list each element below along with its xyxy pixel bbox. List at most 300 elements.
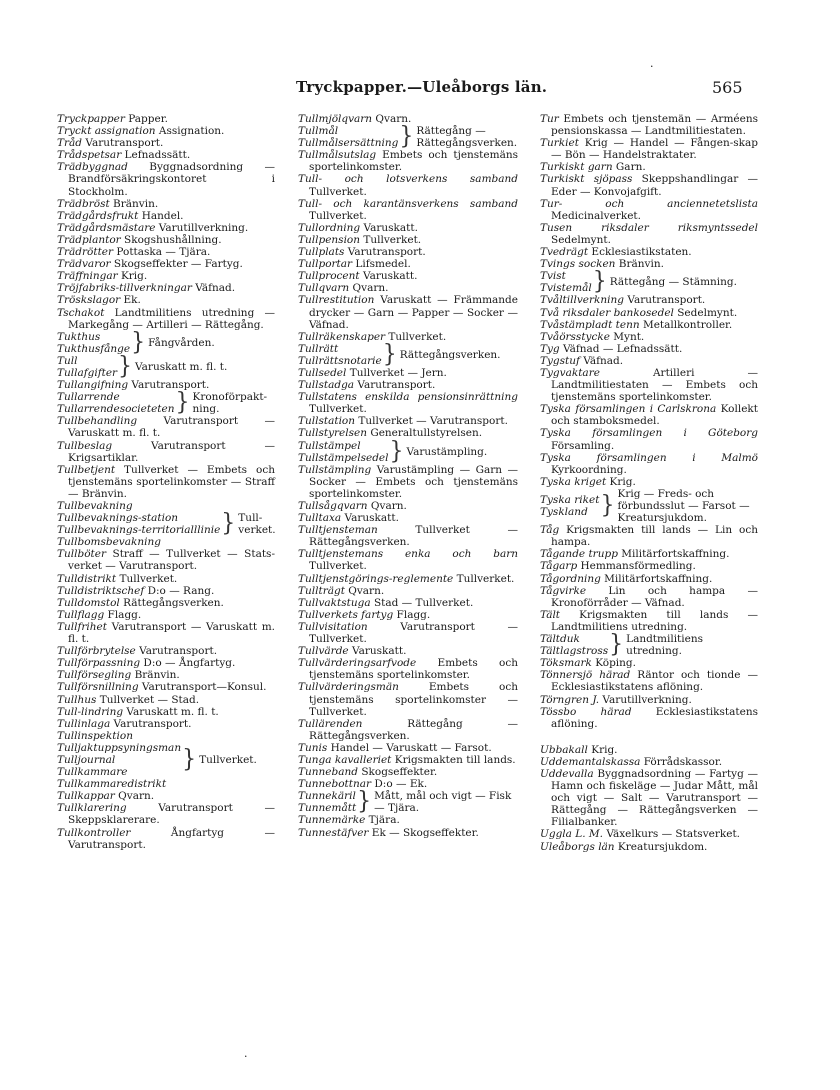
index-entry: [540, 294, 758, 306]
index-entry: [298, 573, 518, 585]
index-entry: [298, 766, 518, 778]
index-reference: Flagg.: [393, 608, 431, 621]
index-term: Tågvirke: [540, 584, 587, 597]
index-term: Tullklarering: [57, 802, 127, 815]
index-reference: Bränvin.: [615, 258, 664, 271]
index-term: Tunnebottnar: [298, 778, 372, 791]
index-term: Tullvisitation: [298, 620, 368, 633]
index-term: Tull: [57, 354, 78, 367]
index-entry: [540, 113, 758, 137]
index-entry: [298, 222, 518, 234]
index-entry: [298, 198, 518, 222]
index-entry: [540, 841, 758, 853]
index-entry: [298, 270, 518, 282]
brace-mark: }: [357, 788, 372, 816]
index-reference: Varutransport.: [623, 294, 706, 307]
index-term: Tukthus: [57, 330, 101, 343]
index-term: Tullrestitution: [298, 294, 375, 307]
index-entry: [298, 814, 518, 826]
index-term: Tulljournal: [57, 753, 116, 766]
index-term: Tullbevaknings-territorialllinie: [57, 524, 221, 537]
index-term: Tullräkenskaper: [298, 330, 386, 343]
grouped-terms: [57, 730, 181, 790]
index-reference: Varutransport.: [354, 379, 436, 392]
index-reference: Kollekt och stamboksmedel.: [551, 403, 758, 428]
index-term: Tullqvarn: [298, 282, 350, 295]
index-reference: Ecklesiastikstaten.: [588, 246, 692, 259]
index-reference: Handel — Varuskatt — Farsot.: [327, 741, 492, 754]
index-term: Tunnemått: [298, 802, 357, 815]
index-term: Trädgårdsmästare: [57, 221, 156, 234]
index-reference: D:o — Ångfartyg.: [140, 657, 236, 670]
index-entry: [298, 427, 518, 439]
index-entry: [298, 681, 518, 717]
index-term: Tryckpapper: [57, 113, 125, 125]
index-term: Tschakot: [57, 306, 105, 319]
index-entry: [540, 427, 758, 451]
index-reference: Assignation.: [155, 125, 225, 138]
index-reference: Kreatursjukdom.: [614, 840, 708, 853]
index-term: Tulltaxa: [298, 512, 342, 525]
index-entry: [540, 768, 758, 828]
group-reference: Fångvården.: [148, 336, 215, 349]
index-entry: [298, 645, 518, 657]
index-reference: Tullverket — Stad.: [96, 693, 200, 706]
index-entry: [540, 476, 758, 488]
index-term: Tvings socken: [540, 258, 616, 271]
index-term: Tullsedel: [298, 366, 347, 379]
index-term: Tullverkets fartyg: [298, 608, 394, 621]
page-header: [0, 78, 840, 102]
index-entry: [540, 246, 758, 258]
index-entry: [298, 778, 518, 790]
index-term: Tvedrägt: [540, 246, 589, 259]
index-term: Tulldistrikt: [57, 572, 117, 585]
index-reference: Rättegångsverken.: [119, 596, 224, 609]
page-number: 565: [712, 78, 743, 97]
index-term: Turkiskt garn: [540, 161, 613, 174]
index-reference: Varutransport.: [344, 246, 426, 259]
index-term: Tröjfabriks-tillverkningar: [57, 282, 192, 295]
index-entry: [298, 379, 518, 391]
index-reference: Generaltullstyrelsen.: [366, 427, 483, 440]
brace-mark: }: [221, 509, 236, 538]
index-term: Tulltjenstgörings-reglemente: [298, 572, 454, 585]
index-reference: D:o — Ek.: [371, 778, 428, 791]
index-reference: Varutransport — Tullverket.: [309, 620, 518, 646]
index-entry: [540, 258, 758, 270]
index-reference: Qvarn.: [372, 113, 412, 125]
group-reference: Rättegång — Stämning.: [609, 276, 737, 289]
index-term: Tvåltillverkning: [540, 294, 624, 307]
index-term: Tunnemärke: [298, 814, 366, 827]
index-entry-group: [298, 122, 518, 151]
index-term: Tössbo härad: [540, 705, 632, 718]
index-entry: [57, 113, 275, 125]
index-entry: [298, 173, 518, 197]
index-term: Uddemantalskassa: [540, 755, 641, 768]
index-term: Turkiskt sjöpass: [540, 173, 633, 186]
index-entry: [298, 294, 518, 330]
brace-mark: }: [399, 122, 414, 151]
grouped-terms: [298, 343, 382, 367]
index-term: Tältlagstross: [540, 645, 609, 658]
index-term: Tönnersjö härad: [540, 669, 631, 682]
index-reference: Varutransport.: [110, 717, 192, 730]
index-entry: [57, 246, 275, 258]
index-term: Tur: [540, 113, 559, 125]
index-term: Tullkontroller: [57, 826, 131, 839]
index-entry: [57, 573, 275, 585]
index-term: Tråd: [57, 137, 83, 150]
index-term: Tullböter: [57, 548, 106, 561]
index-entry: [540, 161, 758, 173]
index-reference: Qvarn.: [344, 584, 385, 597]
stray-mark: ·: [244, 1050, 248, 1063]
grouped-terms: [57, 331, 130, 355]
index-entry: [57, 464, 275, 500]
grouped-terms: [540, 270, 592, 294]
index-reference: Varutransport — Varuskatt m. fl. t.: [68, 620, 275, 646]
index-reference: Varutillverkning.: [599, 693, 692, 706]
index-term: Tullfrihet: [57, 620, 107, 633]
index-reference: Straff — Tullverket — Stats-verket — Varutransport.: [68, 548, 275, 573]
index-entry: [298, 827, 518, 839]
index-term: Tröskslagor: [57, 294, 121, 307]
index-reference: Skeppshandlingar — Eder — Konvojafgift.: [551, 173, 758, 198]
index-term: Tullvaktstuga: [298, 596, 371, 609]
index-term: Tullstämpling: [298, 463, 372, 476]
index-term: Tunga kavalleriet: [298, 753, 392, 766]
index-entry: [57, 802, 275, 826]
index-entry: [540, 222, 758, 246]
index-reference: Skogshushållning.: [120, 233, 222, 246]
index-term: Uleåborgs län: [540, 840, 615, 853]
index-reference: Garn.: [612, 161, 646, 174]
index-term: Tullinlaga: [57, 717, 111, 730]
index-term: Tullvärderingsarfvode: [298, 657, 417, 670]
index-entry: [298, 258, 518, 270]
grouped-terms: [57, 500, 220, 548]
index-term: Tull- och lotsverkens samband: [298, 173, 518, 186]
index-reference: Köping.: [591, 657, 636, 670]
index-entry: [57, 161, 275, 197]
index-term: Tullvärde: [298, 645, 349, 658]
index-entry: [57, 222, 275, 234]
index-term: Tulljaktuppsyningsman: [57, 741, 182, 754]
group-reference: Rättegångsverken.: [399, 348, 501, 361]
index-reference: Byggnadsordning — Fartyg — Hamn och fiskeläge — Judar Mått, mål och vigt — Salt — Varutransport — Rättegång — Rättegångsverken — Filialbanker.: [551, 767, 758, 829]
index-term: Tullbeslag: [57, 439, 113, 452]
index-term: Tullprocent: [298, 270, 360, 283]
index-term: Tulldomstol: [57, 596, 120, 609]
index-entry: [540, 669, 758, 693]
group-reference: Landtmilitiens utredning.: [626, 633, 704, 658]
index-term: Uddevalla: [540, 767, 594, 780]
index-entry: [298, 754, 518, 766]
index-term: Tullarrende: [57, 391, 120, 404]
index-reference: Krig — Handel — Fången-skap — Bön — Handelstraktater.: [551, 137, 758, 162]
brace-mark: }: [389, 437, 404, 465]
index-entry: [540, 585, 758, 609]
index-term: Tygstuf: [540, 354, 580, 367]
index-reference: Väfnad.: [579, 354, 624, 367]
index-entry-group: [298, 790, 518, 814]
index-term: Tvist: [540, 270, 566, 283]
group-reference: Krig — Freds- och förbundsslut — Farsot — Kreatursjukdom.: [617, 487, 750, 525]
index-term: Turkiet: [540, 137, 579, 150]
index-entry: [540, 307, 758, 319]
index-reference: Ecklesiastikstatens aflöning.: [551, 705, 758, 730]
index-reference: Skogseffekter — Fartyg.: [110, 258, 243, 271]
index-term: Tyskland: [540, 506, 588, 519]
index-term: Tusen riksdaler riksmyntssedel: [540, 221, 758, 234]
index-reference: Sedelmynt.: [673, 306, 738, 319]
index-reference: Mynt.: [609, 330, 645, 343]
index-reference: Tullverket.: [360, 233, 422, 246]
index-entry-group: [540, 270, 758, 294]
index-term: Tåg: [540, 524, 560, 537]
index-reference: Varuskatt m. fl. t.: [123, 705, 219, 718]
index-term: Tullkammare: [57, 766, 128, 779]
index-term: Tullförsegling: [57, 669, 132, 682]
index-term: Tunnestäfver: [298, 826, 369, 839]
index-reference: Tullverket.: [309, 403, 367, 416]
index-reference: Qvarn.: [114, 790, 155, 803]
index-reference: Varutransport.: [128, 379, 210, 392]
index-entry: [57, 585, 275, 597]
index-reference: Hemmansförmedling.: [577, 560, 696, 573]
index-term: Trädrötter: [57, 246, 114, 259]
index-reference: Byggnadsordning — Brandförsäkringskontoret i Stockholm.: [68, 161, 275, 198]
grouped-terms: [57, 391, 174, 415]
index-entry: [57, 234, 275, 246]
index-term: Tvåstämpladt tenn: [540, 318, 640, 331]
index-term: Tullträgt: [298, 584, 345, 597]
index-reference: Krigsmakten till lands — Lin och hampa.: [551, 524, 758, 549]
index-term: Tunnekäril: [298, 790, 356, 803]
index-term: Tullstyrelsen: [298, 427, 367, 440]
index-term: Tullbevakning: [57, 500, 133, 512]
index-term: Tulltjenstemans enka och barn: [298, 548, 518, 561]
index-reference: Tullverket.: [309, 209, 367, 222]
index-entry: [57, 645, 275, 657]
index-reference: Väfnad — Lefnadssätt.: [559, 342, 683, 355]
index-term: Tullplats: [298, 246, 345, 259]
index-entry: [57, 415, 275, 439]
index-reference: Varuskatt.: [359, 270, 418, 283]
index-term: Tullpension: [298, 233, 361, 246]
index-entry: [298, 500, 518, 512]
index-entry: [540, 609, 758, 633]
index-reference: Qvarn.: [367, 500, 407, 512]
index-entry: [57, 827, 275, 851]
index-reference: Tullverket — Jern.: [346, 366, 447, 379]
index-entry: [540, 137, 758, 161]
group-reference: Kronoförpakt- ning.: [192, 391, 268, 416]
index-reference: Varutransport.: [135, 645, 218, 658]
index-term: Tullstämpel: [298, 439, 361, 452]
index-reference: Förrådskassor.: [640, 755, 723, 768]
index-term: Tvistemål: [540, 282, 592, 295]
index-term: Trädbyggnad: [57, 161, 128, 174]
grouped-terms: [57, 355, 117, 379]
index-reference: Tullverket.: [453, 572, 515, 585]
index-entry: [57, 681, 275, 693]
index-entry: [57, 669, 275, 681]
index-term: Tullmålsutslag: [298, 149, 377, 162]
index-reference: Medicinalverket.: [551, 209, 641, 222]
index-entry: [540, 355, 758, 367]
index-entry: [298, 609, 518, 621]
index-entry: [57, 294, 275, 306]
index-entry-group: [540, 488, 758, 524]
index-entry-group: [57, 328, 275, 356]
stray-mark: ·: [650, 60, 654, 73]
index-entry: [540, 706, 758, 730]
index-term: Tullangifning: [57, 379, 129, 392]
index-column-3: [540, 113, 758, 853]
index-reference: Pottaska — Tjära.: [113, 246, 211, 259]
index-term: Tulldistriktschef: [57, 584, 145, 597]
group-reference: Tullverket.: [199, 753, 257, 766]
index-term: Tullsågqvarn: [298, 500, 368, 512]
index-term: Tukthusfånge: [57, 342, 131, 355]
index-entry: [540, 343, 758, 355]
brace-mark: }: [600, 491, 615, 520]
index-entry: [298, 415, 518, 427]
index-term: Tyg: [540, 342, 560, 355]
index-entry: [540, 524, 758, 548]
index-entry: [57, 548, 275, 572]
group-reference: Rättegång — Rättegångsverken.: [416, 125, 518, 150]
index-entry: [298, 548, 518, 572]
index-reference: Räntor och tionde — Ecklesiastikstatens aflöning.: [551, 669, 758, 694]
index-term: Tur- och anciennetetslista: [540, 197, 758, 210]
index-entry: [298, 742, 518, 754]
index-reference: Tullverket.: [309, 185, 367, 198]
index-reference: Militärfortskaffning.: [600, 572, 713, 585]
index-entry: [57, 258, 275, 270]
index-reference: Ek — Skogseffekter.: [368, 826, 479, 839]
index-entry: [298, 657, 518, 681]
index-term: Tulltjensteman: [298, 524, 378, 537]
index-reference: Kyrkoordning.: [551, 463, 627, 476]
index-term: Tullmålsersättning: [298, 137, 399, 150]
index-term: Träffningar: [57, 270, 118, 283]
index-term: Två riksdaler bankosedel: [540, 306, 674, 319]
index-reference: Stad — Tullverket.: [370, 596, 474, 609]
index-entry: [57, 706, 275, 718]
index-term: Tullrätt: [298, 342, 339, 355]
brace-mark: }: [118, 352, 133, 381]
index-entry: [540, 828, 758, 840]
index-reference: Församling.: [551, 439, 615, 452]
index-reference: Tullverket — Rättegångsverken.: [309, 524, 518, 549]
index-term: Tullförsnillning: [57, 681, 139, 694]
index-reference: Varutillverkning.: [155, 221, 249, 234]
index-term: Tullärenden: [298, 717, 363, 730]
index-entry: [298, 234, 518, 246]
index-entry: [298, 464, 518, 500]
index-term: Tyska församlingen i Carlskrona: [540, 403, 717, 416]
index-entry: [298, 718, 518, 742]
group-reference: Mått, mål och vigt — Fisk — Tjära.: [374, 790, 512, 815]
index-term: Tullportar: [298, 258, 353, 271]
index-reference: Varutransport—Konsul.: [138, 681, 267, 694]
index-term: Töksmark: [540, 657, 592, 670]
grouped-terms: [298, 440, 389, 464]
index-entry: [540, 173, 758, 197]
index-entry: [540, 756, 758, 768]
index-term: Tullmjölqvarn: [298, 113, 373, 125]
index-entry: [298, 524, 518, 548]
index-reference: Lin och hampa — Kronoförråder — Väfnad.: [551, 584, 758, 609]
index-entry: [57, 282, 275, 294]
index-reference: Tjära.: [365, 814, 400, 827]
index-entry: [540, 198, 758, 222]
index-reference: Ångfartyg — Varutransport.: [68, 826, 275, 851]
index-reference: Artilleri — Landtmilitiestaten — Embets och tjenstemäns sportelinkomster.: [551, 366, 758, 404]
index-entry: [298, 282, 518, 294]
index-entry: [540, 657, 758, 669]
index-entry: [57, 718, 275, 730]
index-term: Tull-lindring: [57, 705, 124, 718]
index-reference: Landtmilitiens utredning — Markegång — Artilleri — Rättegång.: [68, 306, 275, 331]
index-reference: Tullverket.: [116, 572, 178, 585]
index-column-1: [57, 113, 275, 851]
index-reference: Varutransport — Varuskatt m. fl. t.: [68, 415, 275, 440]
section-gap: [540, 730, 758, 744]
index-reference: Militärfortskaffning.: [617, 548, 730, 561]
index-term: Tältduk: [540, 633, 580, 646]
index-reference: Krig.: [587, 743, 618, 756]
index-term: Tullbehandling: [57, 415, 138, 428]
index-reference: Lifsmedel.: [352, 258, 411, 271]
index-reference: Metallkontroller.: [639, 318, 733, 331]
index-entry: [298, 391, 518, 415]
index-term: Tullinspektion: [57, 729, 133, 742]
index-term: Tunis: [298, 741, 328, 754]
brace-mark: }: [592, 268, 607, 296]
index-term: Törngren J.: [540, 693, 600, 706]
index-term: Trådspetsar: [57, 149, 122, 162]
index-term: Tygvaktare: [540, 366, 600, 379]
brace-mark: }: [131, 328, 146, 356]
group-reference: Tull- verket.: [238, 512, 276, 537]
index-term: Tullbomsbevakning: [57, 536, 161, 549]
index-entry: [57, 307, 275, 331]
index-entry: [57, 440, 275, 464]
index-term: Tågande trupp: [540, 548, 618, 561]
index-term: Tullmål: [298, 125, 339, 138]
index-entry: [57, 198, 275, 210]
index-term: Trädbröst: [57, 197, 110, 210]
index-term: Tullordning: [298, 221, 361, 234]
index-reference: Embets och tjenstemäns sportelinkomster — Tullverket.: [309, 681, 518, 718]
index-reference: Varuskatt — Främmande drycker — Garn — Papper — Socker — Väfnad.: [309, 294, 518, 331]
index-term: Tullflagg: [57, 608, 105, 621]
index-reference: Väfnad.: [191, 282, 236, 295]
index-reference: Varutransport.: [82, 137, 164, 150]
index-term: Tullafgifter: [57, 366, 118, 379]
index-term: Ubbakall: [540, 743, 588, 756]
index-entry: [57, 379, 275, 391]
index-term: Tullarrendesocieteten: [57, 403, 175, 416]
index-entry: [57, 270, 275, 282]
index-term: Tullkammaredistrikt: [57, 778, 167, 791]
index-reference: Sedelmynt.: [551, 233, 611, 246]
